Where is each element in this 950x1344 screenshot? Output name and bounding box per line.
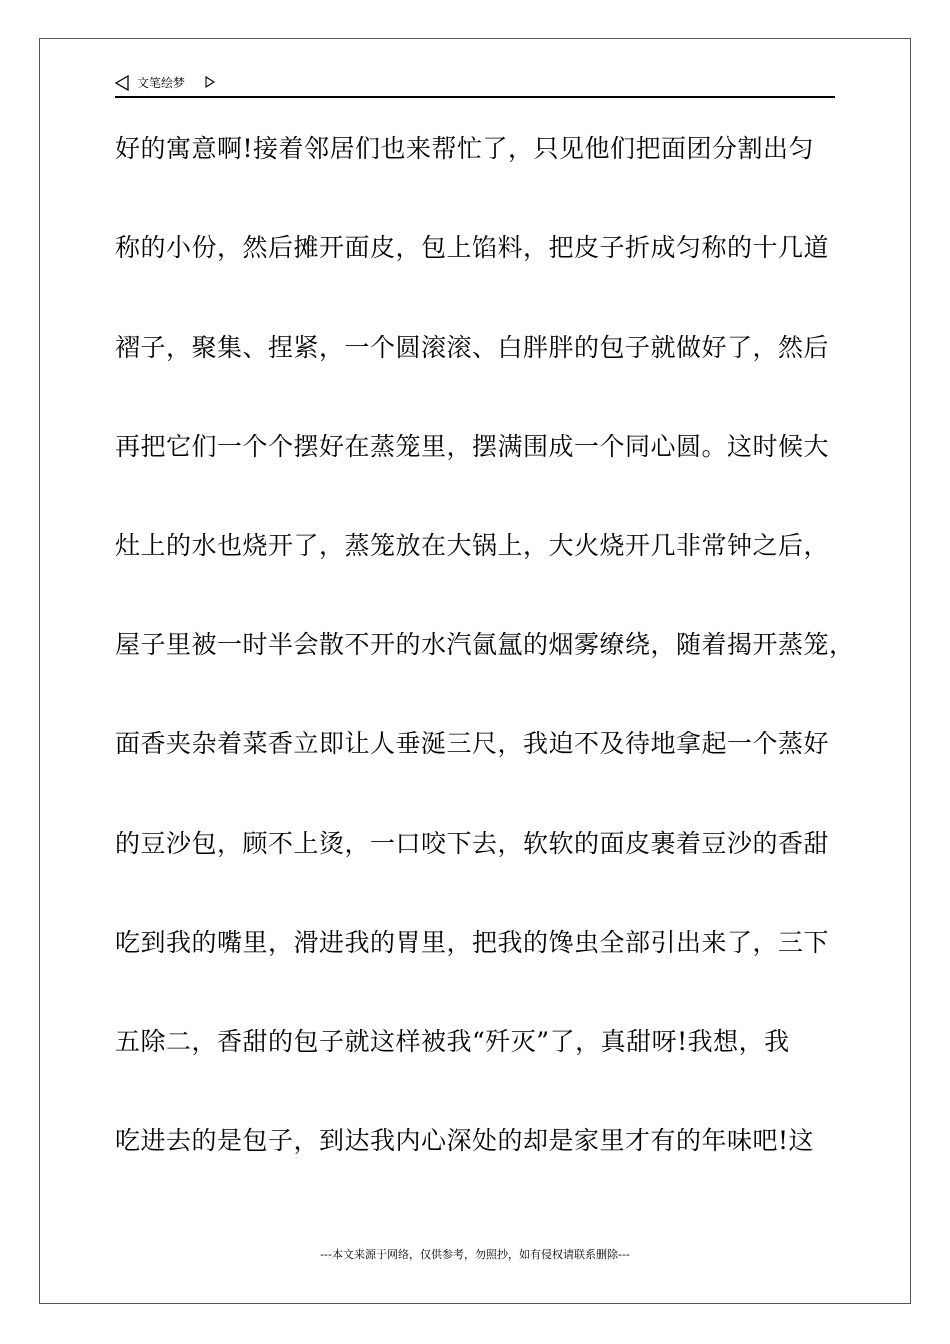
header-title: 文笔绘梦 — [137, 76, 186, 90]
body-line: 面香夹杂着菜香立即让人垂涎三尺，我迫不及待地拿起一个蒸好 — [115, 729, 830, 758]
body-line: 称的小份，然后摊开面皮，包上馅料，把皮子折成匀称的十几道 — [115, 233, 830, 262]
body-line: 吃进去的是包子，到达我内心深处的却是家里才有的年味吧!这 — [115, 1126, 815, 1155]
body-line: 好的寓意啊!接着邻居们也来帮忙了，只见他们把面团分割出匀 — [115, 134, 815, 163]
body-line: 吃到我的嘴里，滑进我的胃里，把我的馋虫全部引出来了，三下 — [115, 928, 830, 957]
body-line: 再把它们一个个摆好在蒸笼里，摆满围成一个同心圆。这时候大 — [115, 432, 830, 461]
triangle-right-outline-icon — [205, 76, 215, 88]
page-header — [115, 70, 835, 98]
body-line: 的豆沙包，顾不上烫，一口咬下去，软软的面皮裹着豆沙的香甜 — [115, 829, 830, 858]
body-line: 五除二，香甜的包子就这样被我“歼灭”了，真甜呀!我想，我 — [115, 1027, 790, 1056]
body-line: 屋子里被一时半会散不开的水汽氤氲的烟雾缭绕，随着揭开蒸笼， — [115, 630, 855, 659]
body-line: 褶子，聚集、捏紧，一个圆滚滚、白胖胖的包子就做好了，然后 — [115, 333, 830, 362]
footer-disclaimer: ---本文来源于网络，仅供参考，勿照抄，如有侵权请联系删除--- — [320, 1248, 630, 1261]
triangle-left-outline-icon — [115, 75, 129, 91]
page-frame — [39, 38, 911, 1304]
body-line: 灶上的水也烧开了，蒸笼放在大锅上，大火烧开几非常钟之后， — [115, 531, 830, 560]
